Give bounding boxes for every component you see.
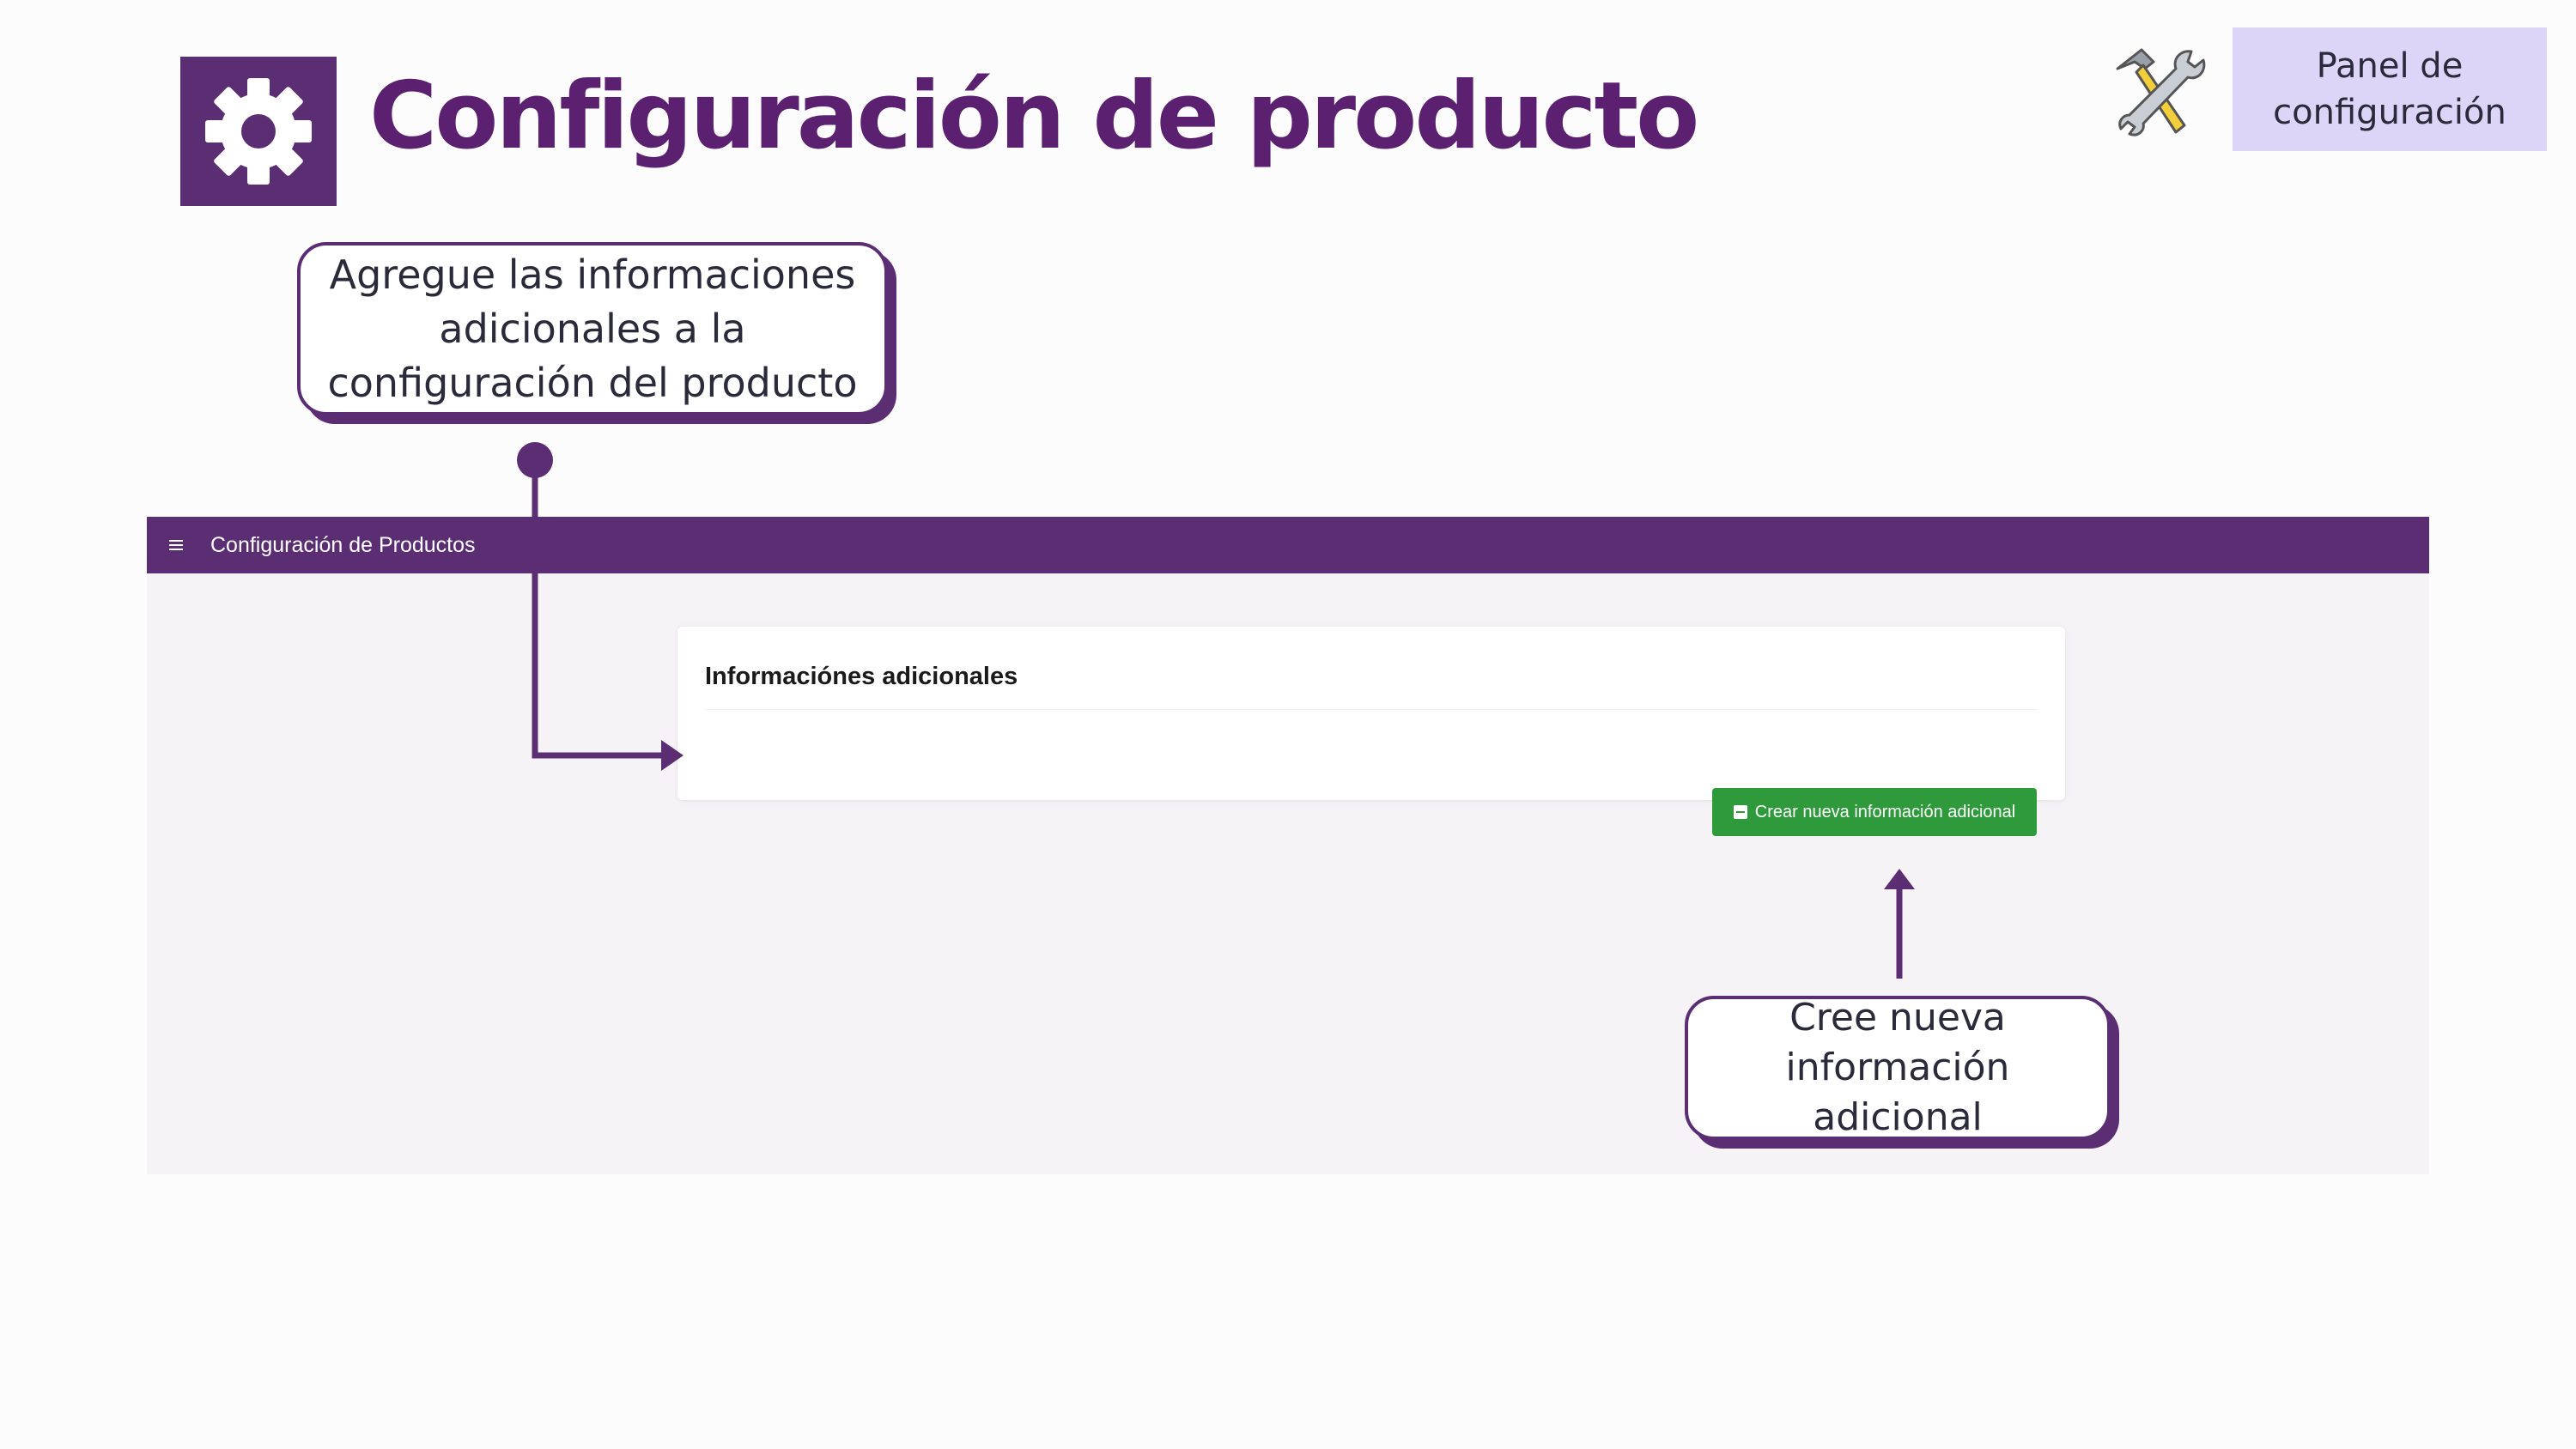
gear-badge — [180, 57, 337, 206]
create-additional-info-button[interactable] — [1712, 788, 2037, 836]
panel-badge-line2: configuración — [2273, 93, 2506, 132]
callout-create-info — [1685, 996, 2111, 1140]
app-topbar-title: Configuración de Productos — [210, 532, 476, 557]
callout-create-info-line1: Cree nueva — [1789, 996, 2006, 1040]
tools-icon — [2109, 43, 2208, 139]
app-topbar — [147, 517, 2429, 573]
panel-badge[interactable] — [2233, 27, 2547, 151]
left-connector-dot — [517, 442, 553, 478]
card-title: Informaciónes adicionales — [705, 663, 1018, 690]
hamburger-icon[interactable] — [169, 540, 183, 550]
create-button-label: Crear nueva información adicional — [1754, 802, 2016, 822]
panel-badge-line1: Panel de — [2316, 46, 2464, 86]
gear-icon — [203, 76, 314, 187]
card-divider — [705, 709, 2038, 710]
additional-info-card — [677, 627, 2065, 800]
callout-add-info-line1: Agregue las informaciones — [329, 251, 856, 298]
add-icon — [1734, 805, 1747, 819]
callout-create-info-line2: información adicional — [1785, 1046, 2010, 1139]
callout-add-info-line3: configuración del producto — [327, 359, 858, 406]
callout-add-info — [297, 242, 888, 415]
page-title: Configuración de producto — [369, 63, 1698, 170]
callout-add-info-line2: adicionales a la — [439, 305, 746, 352]
